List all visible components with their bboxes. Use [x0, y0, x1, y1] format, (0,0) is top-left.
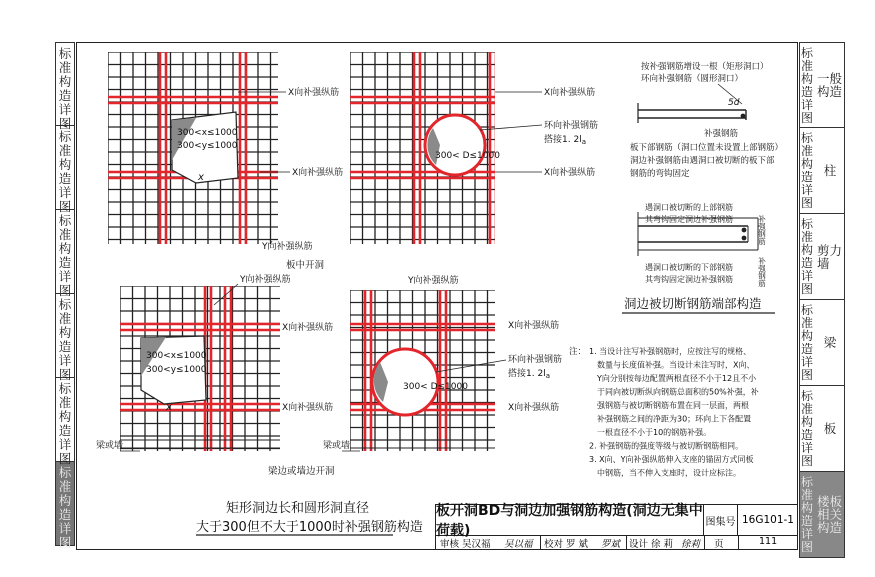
- d1b-ring-label: 环向补强钢筋: [544, 121, 599, 131]
- detail-mid-note2: 洞边补强钢筋由遇洞口被切断的板下部: [630, 156, 775, 166]
- page-number: 111: [759, 536, 778, 547]
- note-line: 1. 当设计注写补强钢筋时，应按注写的规格、: [589, 347, 752, 356]
- checker-name: 罗 斌: [566, 539, 589, 550]
- rect2-x-dim: x: [166, 402, 172, 413]
- right-tab-name: 楼板相关构造: [817, 494, 843, 535]
- d2-x-label-top: X向补强纵筋: [282, 323, 334, 333]
- right-tab-name: 梁: [823, 335, 837, 350]
- right-tab-side-label: 标准构造详图: [801, 131, 814, 210]
- designer-name: 徐 莉: [651, 539, 674, 550]
- d1-x-label-top: X向补强纵筋: [288, 88, 340, 98]
- detail-mid-note1: 板下部钢筋（洞口位置未设置上部钢筋）: [630, 143, 784, 153]
- rect1-y-range: 300<y≤1000: [177, 141, 238, 151]
- left-tab-label: 标准构造详图: [58, 129, 72, 214]
- detail-up-note2: 其弯钩固定洞边补强钢筋: [645, 215, 733, 224]
- left-tab-label: 标准构造详图: [58, 381, 72, 466]
- detail-top-note1: 按补强钢筋增设一根（矩形洞口）: [641, 62, 769, 72]
- right-tab-name: 剪力墙: [817, 242, 843, 271]
- right-tab-side-label: 标准构造详图: [801, 475, 814, 554]
- note-line: 中钢筋，当不伸入支座时，设计应标注。: [597, 468, 741, 478]
- detail-low-note2: 其弯钩固定洞边补强钢筋: [645, 275, 733, 284]
- d2-x-label-bottom: X向补强纵筋: [282, 403, 334, 413]
- caption-mid-hole: 板中开洞: [286, 260, 325, 271]
- note-line: Y向分别按每边配置两根直径不小于12且不小: [597, 374, 757, 383]
- right-tab-name: 一般构造: [817, 71, 843, 99]
- title-block: [435, 504, 798, 550]
- rect1-x-range: 300<x≤1000: [177, 128, 238, 138]
- right-tab-name: 柱: [823, 163, 837, 178]
- d1b-x-label-bottom: X向补强纵筋: [544, 168, 596, 178]
- left-tab-label: 标准构造详图: [58, 297, 72, 382]
- right-tab-side-label: 标准构造详图: [801, 46, 814, 125]
- note-line: 补强钢筋之间的净距为30；环向上下各配置: [597, 414, 752, 424]
- d1b-x-label-top: X向补强纵筋: [544, 88, 596, 98]
- detail-side-label-2: 补强钢筋: [757, 257, 767, 287]
- note-line: 3. X向、Y向补强纵筋伸入支座的锚固方式同板: [589, 455, 754, 464]
- d2b-x-label-top: X向补强纵筋: [508, 321, 560, 331]
- check-label: 校对: [544, 539, 564, 550]
- main-caption-line2: 大于300但不大于1000时补强钢筋构造: [196, 520, 423, 535]
- right-tab-name: 板: [823, 421, 837, 436]
- main-caption-line1: 矩形洞边长和圆形洞直径: [226, 501, 370, 516]
- note-line: 一根直径不小于10的钢筋补强。: [597, 428, 712, 437]
- note-line: 强钢筋与被切断钢筋布置在同一层面，两根: [597, 401, 749, 410]
- detail-side-label: 补强钢筋: [757, 215, 767, 245]
- reviewer-name: 吴汉福: [462, 539, 491, 550]
- caption-beam-hole: 梁边或墙边开洞: [268, 466, 335, 477]
- circ2-d-range: 300< D≤1000: [403, 382, 468, 392]
- right-tab-side-label: 标准构造详图: [801, 389, 814, 468]
- d2-y-label: Y向补强纵筋: [240, 275, 291, 285]
- designer-signature: 徐莉: [681, 539, 701, 550]
- design-label: 设计: [629, 539, 649, 550]
- d2b-ring-label: 环向补强钢筋: [508, 355, 563, 365]
- rect2-x-range: 300<x≤1000: [146, 351, 207, 361]
- circ1-d-range: 300< D≤1000: [435, 151, 500, 161]
- right-tab-side-label: 标准构造详图: [801, 217, 814, 296]
- rect1-x-dim: x: [198, 172, 204, 183]
- d1-x-label-bottom: X向补强纵筋: [292, 168, 344, 178]
- note-line: 2. 补强钢筋的强度等级与被切断钢筋相同。: [589, 441, 744, 451]
- left-tab-label: 标准构造详图: [58, 213, 72, 298]
- review-label: 审核: [440, 539, 460, 550]
- detail-caption: 洞边被切断钢筋端部构造: [624, 296, 762, 311]
- detail-up-note1: 遇洞口被切断的上部钢筋: [645, 203, 733, 212]
- note-line: 数量与长度值补强。当设计未注写时，X向、: [597, 360, 755, 370]
- note-line: 于同向被切断纵向钢筋总面积的50%补强，补: [597, 387, 759, 397]
- detail-reinf-label: 补强钢筋: [704, 129, 739, 139]
- atlas-number: 16G101-1: [741, 514, 794, 526]
- rect2-y-range: 300<y≤1000: [146, 365, 207, 375]
- checker-signature: 罗斌: [601, 539, 621, 550]
- detail-low-note1: 遇洞口被切断的下部钢筋: [645, 263, 733, 272]
- d2-beam-label: 梁或墙: [96, 441, 124, 451]
- d2b-y-label: Y向补强纵筋: [408, 276, 459, 286]
- atlas-label: 图集号: [704, 505, 738, 535]
- page-label: 页: [714, 539, 724, 550]
- notes-block: [589, 346, 759, 479]
- detail-top-note2: 环向补强钢筋（圆形洞口）: [641, 74, 744, 84]
- d2b-beam-label: 梁或墙: [323, 441, 351, 451]
- reviewer-signature: 吴以福: [504, 539, 533, 550]
- detail-mid-note3: 钢筋的弯钩固定: [630, 169, 690, 179]
- d1b-lap-label: 搭接1. $2l_a$: [544, 135, 586, 146]
- notes-prefix: 注：: [569, 347, 587, 357]
- d1-y-label: Y向补强纵筋: [262, 242, 313, 252]
- d2b-lap-label: 搭接1. $2l_a$: [508, 369, 550, 380]
- left-tab-label: 标准构造详图: [58, 465, 72, 550]
- left-tab-label: 标准构造详图: [58, 46, 72, 131]
- detail-5d: 5d: [728, 98, 740, 108]
- d2b-x-label-bottom: X向补强纵筋: [508, 403, 560, 413]
- title-block-title: 板开洞BD与洞边加强钢筋构造(洞边无集中荷载): [436, 503, 703, 539]
- signature-row: [436, 535, 797, 550]
- right-tab-side-label: 标准构造详图: [801, 303, 814, 382]
